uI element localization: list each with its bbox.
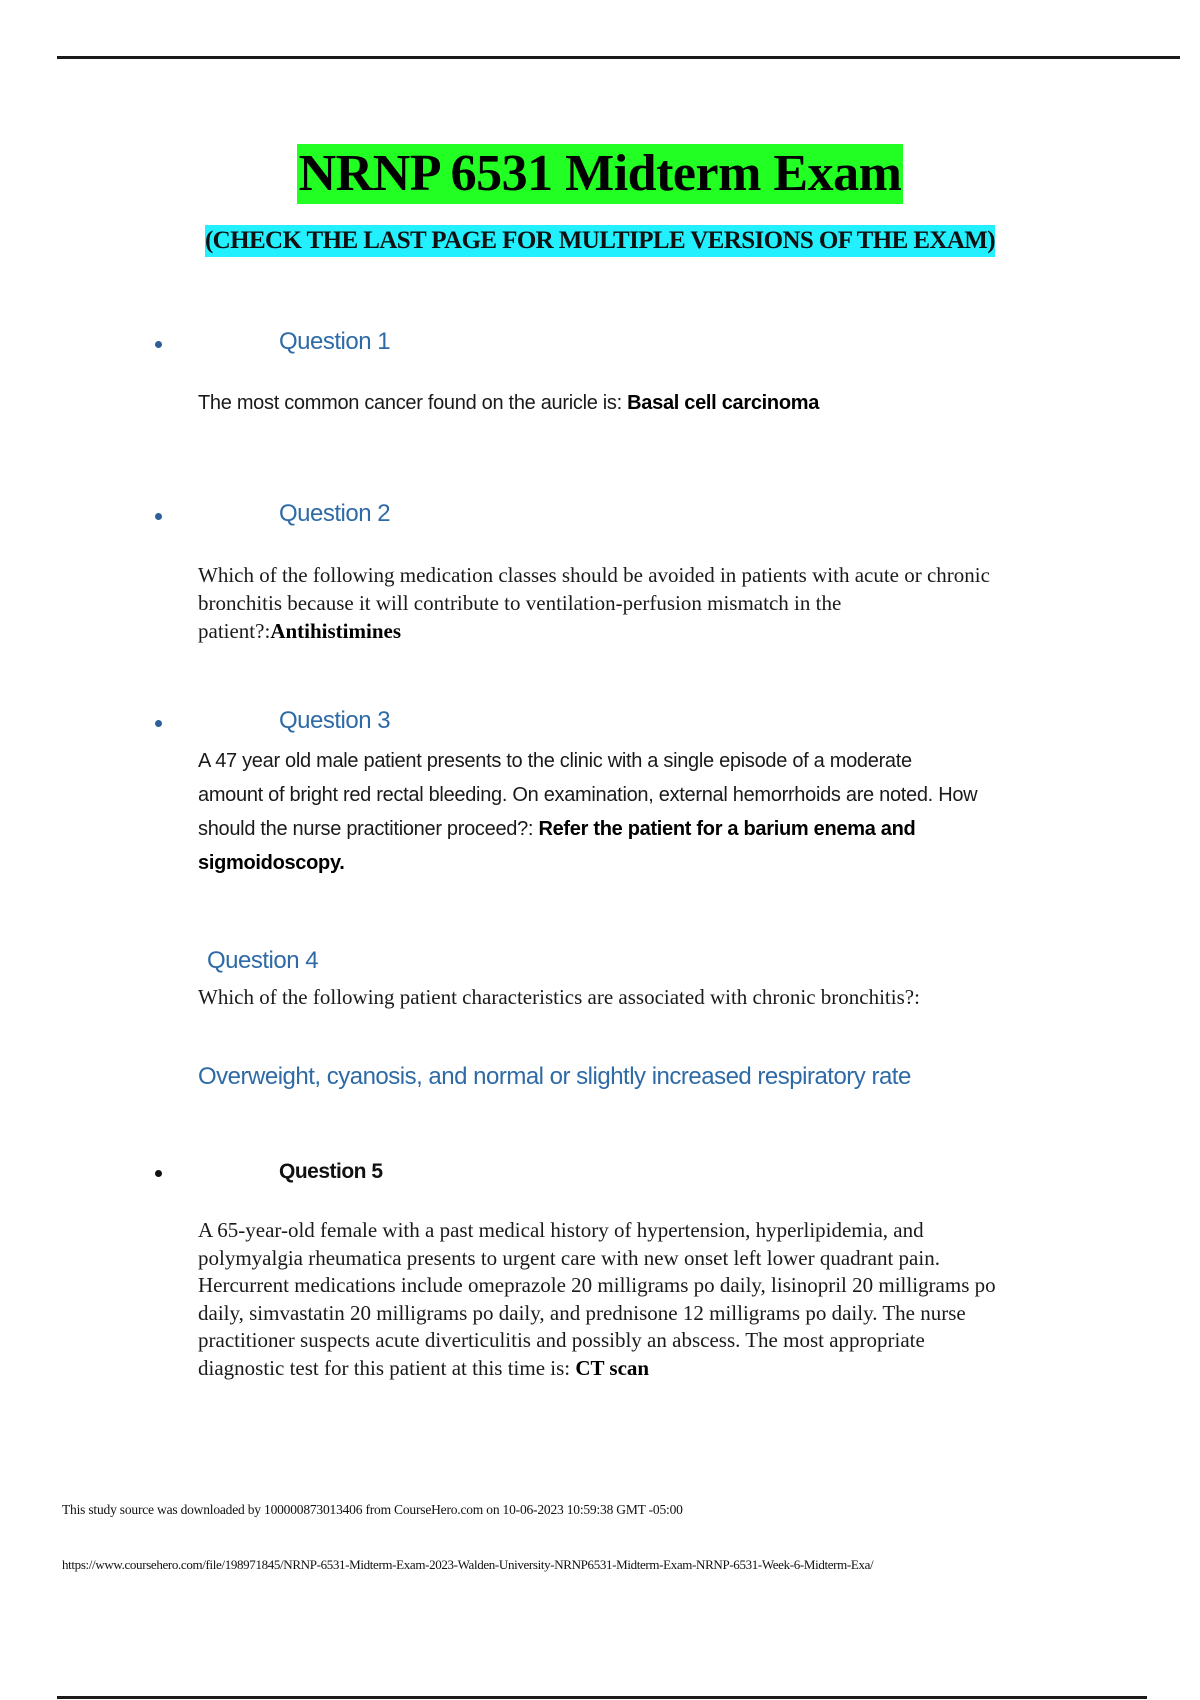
top-divider [57, 56, 1180, 59]
question-3-answer: Refer the patient for a barium enema and sigmoidoscopy. [198, 818, 916, 874]
question-4-heading: Question 4 [207, 947, 319, 974]
question-5-text: A 65-year-old female with a past medical history of hypertension, hyperlipidemia, and polymyalgia rheumatica presents to urgent care with new onset left lower quadrant pain. Hercurrent medications include omeprazole 20 milligrams po daily, lisinopril 20 milligrams po daily, simvastatin 20 milligrams po daily, and prednisone 12 milligrams po daily. The nurse practitioner suspects acute diverticulitis and possibly an abscess. The most appropriate diagnostic test for this patient at this time is: [198, 1218, 996, 1380]
document-subtitle: (CHECK THE LAST PAGE FOR MULTIPLE VERSIONS OF THE EXAM) [205, 225, 995, 257]
question-4-body [198, 985, 1098, 1010]
question-2-heading: Question 2 [279, 500, 391, 527]
question-3-body [198, 744, 978, 880]
source-url-link[interactable]: https://www.coursehero.com/file/198971845/NRNP-6531-Midterm-Exam-2023-Walden-University-NRNP6531-Midterm-Exam-NRNP-6531-Week-6-Midterm-Exa/ [62, 1557, 874, 1572]
question-3-heading: Question 3 [279, 707, 391, 734]
document-title: NRNP 6531 Midterm Exam [298, 145, 902, 202]
download-notice: This study source was downloaded by 100000873013406 from CourseHero.com on 10-06-2023 10:59:38 GMT -05:00 [62, 1502, 683, 1517]
question-1-body [198, 392, 998, 415]
question-3-text: A 47 year old male patient presents to the clinic with a single episode of a moderate amount of bright red rectal bleeding. On examination, external hemorrhoids are noted. How should the nurse practitioner proceed?: [198, 750, 978, 840]
subtitle-block [0, 225, 1200, 257]
question-2-answer: Antihistimines [270, 619, 401, 643]
bullet-icon [155, 341, 162, 348]
bottom-divider [57, 1696, 1147, 1699]
question-4-answer: Overweight, cyanosis, and normal or slightly increased respiratory rate [198, 1063, 911, 1090]
question-5-heading: Question 5 [279, 1160, 383, 1183]
bullet-icon [155, 720, 162, 727]
question-2-body [198, 561, 1008, 645]
question-2-text: Which of the following medication classes should be avoided in patients with acute or chronic bronchitis because it will contribute to ventilation-perfusion mismatch in the patient?: [198, 563, 990, 643]
bullet-icon [155, 513, 162, 520]
bullet-icon [155, 1170, 162, 1177]
question-1-answer: Basal cell carcinoma [627, 392, 820, 414]
title-block [0, 144, 1200, 204]
question-1-text: The most common cancer found on the auricle is: [198, 392, 628, 414]
question-5-body [198, 1217, 1008, 1382]
question-5-answer: CT scan [575, 1355, 650, 1380]
question-1-heading: Question 1 [279, 328, 391, 355]
question-4-text: Which of the following patient characteristics are associated with chronic bronchitis?: [198, 985, 920, 1009]
